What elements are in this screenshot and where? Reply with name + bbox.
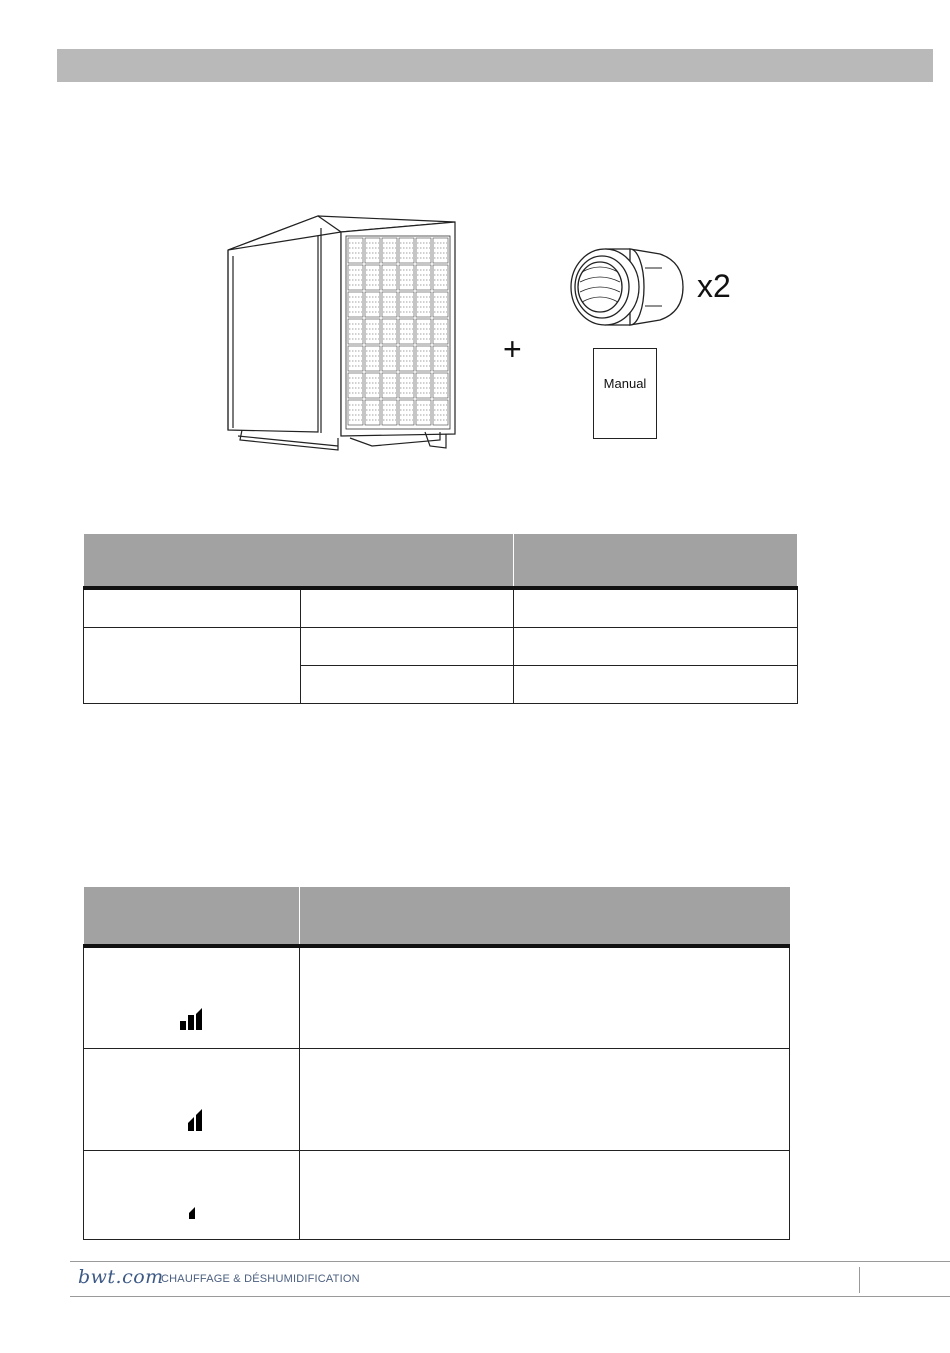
footer-divider-top: [70, 1261, 950, 1262]
quantity-label: x2: [697, 268, 731, 304]
table-cell: [300, 1151, 790, 1240]
table-cell: [84, 628, 301, 704]
table-header-row: [84, 534, 798, 588]
table-row: [84, 946, 790, 1049]
table-cell: [301, 666, 514, 704]
table-cell: [514, 588, 798, 628]
plus-sign: +: [503, 331, 522, 367]
table-cell: [300, 1049, 790, 1151]
table-cell: [514, 628, 798, 666]
table-cell: [514, 666, 798, 704]
table-cell: [300, 946, 790, 1049]
heat-pump-illustration: [0, 0, 950, 470]
accessories-table: [83, 534, 798, 704]
signal-cell: [84, 1151, 300, 1240]
footer-divider-bottom: [70, 1296, 950, 1297]
table-header-cell: [84, 534, 514, 588]
footer-separator: [859, 1267, 860, 1293]
signal-3-bars-icon: [180, 1008, 206, 1032]
signal-cell: [84, 1049, 300, 1151]
table-header-cell: [84, 887, 300, 946]
manual-booklet-icon: [593, 348, 657, 439]
table-header-cell: [300, 887, 790, 946]
footer-section-title: CHAUFFAGE & DÉSHUMIDIFICATION: [161, 1273, 360, 1285]
signal-2-bars-icon: [188, 1109, 210, 1133]
signal-1-bar-icon: [189, 1207, 201, 1221]
table-cell: [301, 588, 514, 628]
signal-cell: [84, 946, 300, 1049]
table-row: [84, 628, 798, 666]
table-row: [84, 1049, 790, 1151]
table-header-cell: [514, 534, 798, 588]
manual-label: Manual: [603, 376, 647, 391]
pipe-connector-icon: [571, 249, 683, 325]
table-header-row: [84, 887, 790, 946]
table-cell: [84, 588, 301, 628]
table-row: [84, 1151, 790, 1240]
table-cell: [301, 628, 514, 666]
table-row: [84, 588, 798, 628]
brand-logo: bwt.com: [78, 1266, 164, 1288]
signal-strength-table: [83, 887, 790, 1240]
